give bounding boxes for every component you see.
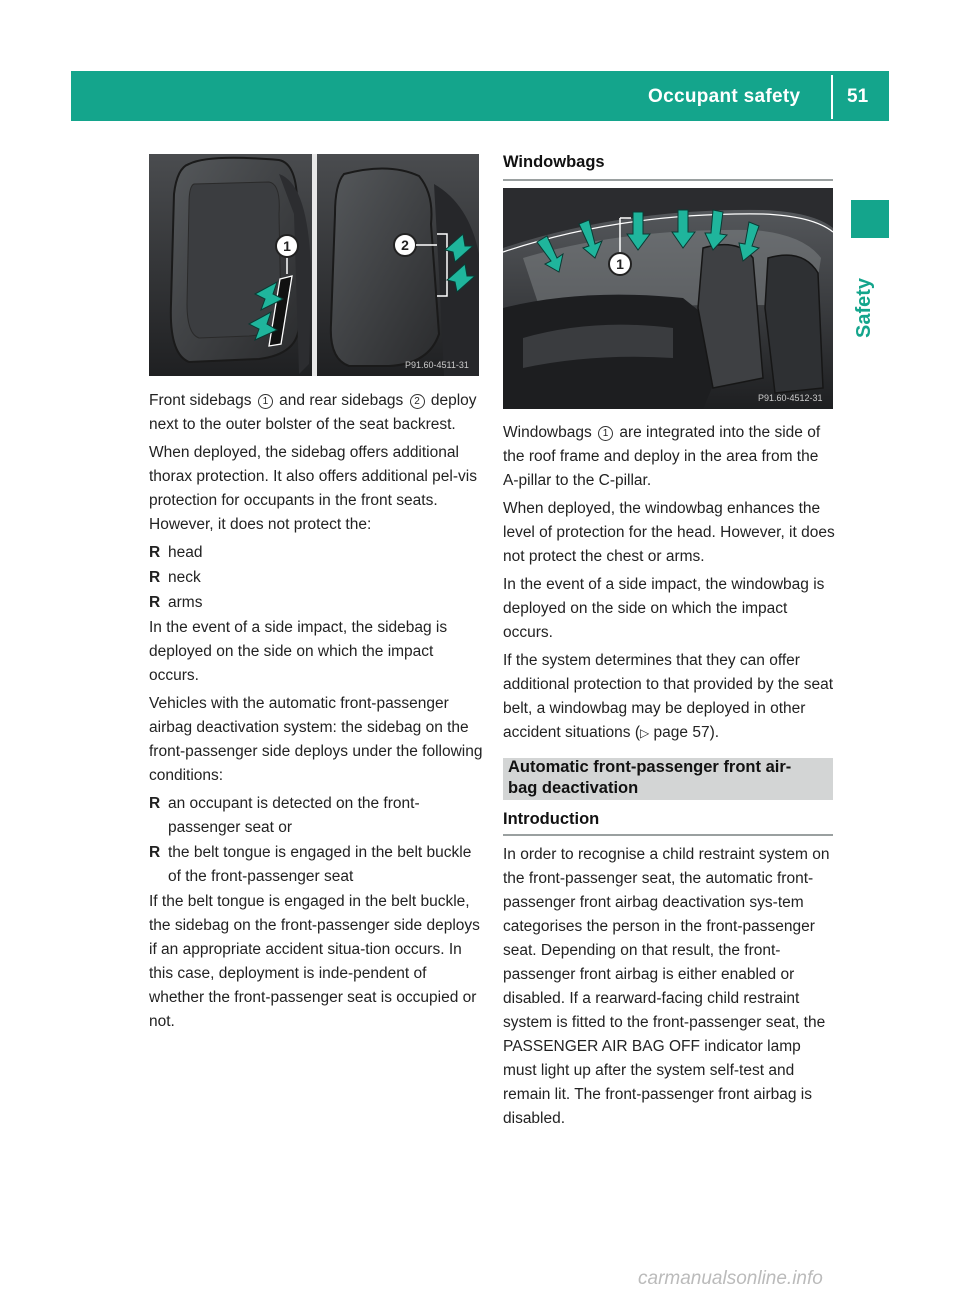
side-impact-paragraph: In the event of a side impact, the sidebag is deployed on the side on which the impact occurs. [149, 619, 448, 684]
sidebags-figure [149, 154, 479, 376]
page-ref-arrow-icon: ▷ [640, 726, 650, 740]
windowbags-illustration [503, 188, 833, 409]
sidebags-illustration [149, 154, 479, 376]
vehicles-paragraph: Vehicles with the automatic front-passenger airbag deactivation system: the sidebag on the front-passenger side deploys under the following conditions: [149, 695, 483, 784]
list-item: R an occupant is detected on the front-passenger seat or [149, 795, 420, 836]
caption-callout-1: 1 [258, 394, 273, 409]
list-item: R arms [149, 594, 203, 611]
page-reference-link[interactable]: page 57). [649, 724, 720, 741]
side-tab-marker [851, 200, 889, 238]
caption-callout-2: 2 [410, 394, 425, 409]
list-item: R neck [149, 569, 201, 586]
sidebags-caption: Front sidebags 1 and rear sidebags 2 deploy next to the outer bolster of the seat backrest. [149, 392, 477, 433]
side-tab-label: Safety [853, 277, 875, 338]
text-callout-1: 1 [598, 426, 613, 441]
windowbags-figure [503, 188, 833, 409]
left-column [149, 389, 483, 1038]
sidebag-protection-paragraph: When deployed, the sidebag offers additional thorax protection. It also offers additional pel-vis protection for occupants in the front seats. However, it does not protect the: [149, 444, 477, 533]
windowbag-system-paragraph: If the system determines that they can offer additional protection to that provided by the seat belt, a windowbag may be deployed in other accident situations (▷ page 57). [503, 652, 834, 741]
watermark: carmanualsonline.info [638, 1268, 823, 1289]
recognise-paragraph: In order to recognise a child restraint system on the front-passenger seat, the automatic front-passenger front airbag deactivation sys-tem categorises the person in the front-passenger seat. Depending on that result, the front-passenger front airbag is either enabled or disabled. If a rearward-facing child restraint system is fitted to the front-passenger seat, the PASSENGER AIR BAG OFF indicator lamp must light up after the system self-test and remain lit. The front-passenger front airbag is disabled. [503, 846, 830, 1127]
introduction-heading: Introduction [503, 810, 600, 828]
page-title: Occupant safety [648, 86, 801, 107]
heading-rule [503, 179, 833, 181]
belt-tongue-paragraph: If the belt tongue is engaged in the belt buckle, the sidebag on the front-passenger side deploys if an appropriate accident situa-tion occurs. In this case, deployment is inde-pendent of whether the front-passenger seat is occupied or not. [149, 893, 480, 1030]
list-item: R the belt tongue is engaged in the belt buckle of the front-passenger seat [149, 844, 472, 885]
windowbag-figure-callout-1: 1 [616, 256, 624, 272]
windowbag-impact-paragraph: In the event of a side impact, the windowbag is deployed on the side on which the impact occurs. [503, 576, 825, 641]
figure-code: P91.60-4511-31 [405, 360, 469, 370]
figure-callout-2: 2 [401, 237, 409, 253]
windowbags-intro-paragraph: Windowbags 1 are integrated into the side of the roof frame and deploy in the area from the A-pillar to the C-pillar. [503, 424, 821, 489]
figure-callout-1: 1 [283, 238, 291, 254]
introduction-rule [503, 834, 833, 836]
right-column-upper [503, 421, 837, 749]
section-heading: Automatic front-passenger front air- bag deactivation [508, 758, 792, 797]
right-column-lower [503, 843, 837, 1135]
windowbag-figure-code: P91.60-4512-31 [758, 393, 823, 403]
page-number: 51 [847, 86, 869, 107]
windowbags-heading: Windowbags [503, 153, 605, 171]
windowbag-enhances-paragraph: When deployed, the windowbag enhances the level of protection for the head. However, it does not protect the chest or arms. [503, 500, 835, 565]
header-separator [831, 75, 833, 119]
list-item: R head [149, 544, 203, 561]
